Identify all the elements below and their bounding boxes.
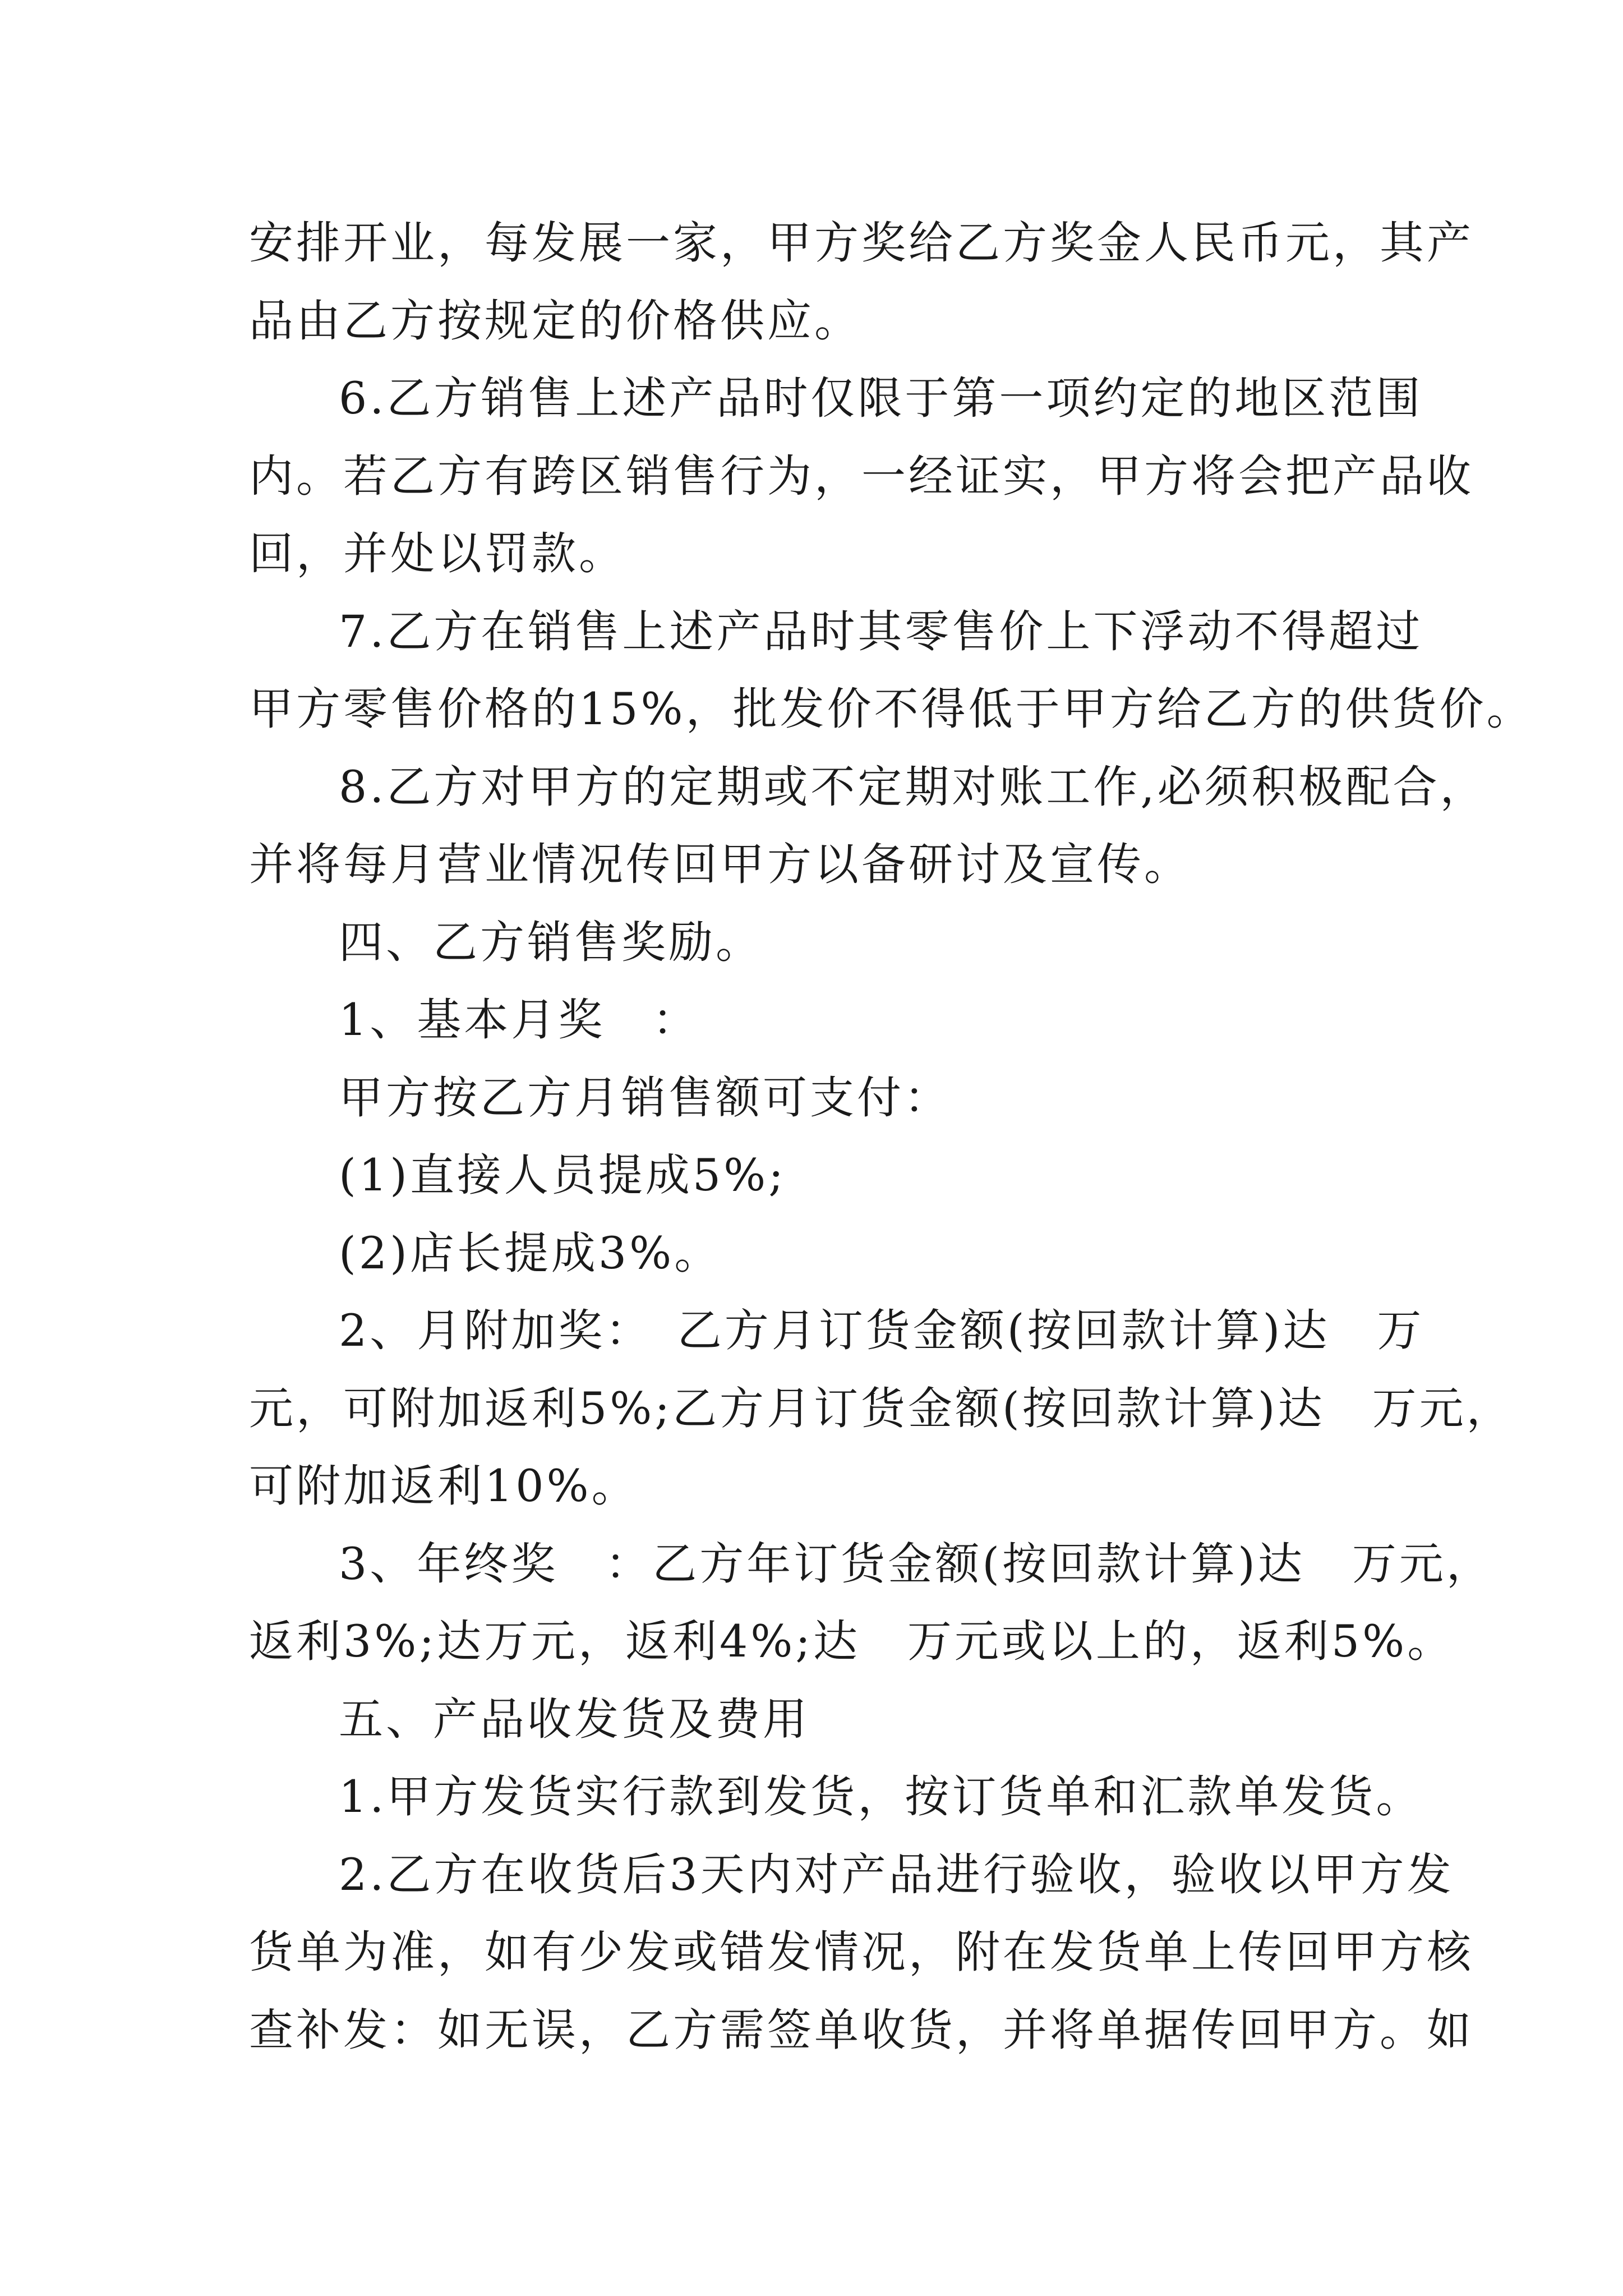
text-line: 2.乙方在收货后3天内对产品进行验收，验收以甲方发 xyxy=(339,1848,1454,1901)
text-line: 四、乙方销售奖励。 xyxy=(339,916,763,968)
text-line: 7.乙方在销售上述产品时其零售价上下浮动不得超过 xyxy=(339,605,1423,657)
document-body xyxy=(249,204,1534,2069)
text-line: 可附加返利10%。 xyxy=(249,1460,639,1512)
text-line: 3、年终奖 ：乙方年订货金额(按回款计算)达 万元， xyxy=(339,1538,1493,1590)
text-line: 1.甲方发货实行款到发货，按订货单和汇款单发货。 xyxy=(339,1771,1423,1823)
text-line: 五、产品收发货及费用 xyxy=(339,1693,810,1745)
text-line: 回，并处以罚款。 xyxy=(249,528,626,579)
text-line: 元，可附加返利5%;乙方月订货金额(按回款计算)达 万元， xyxy=(249,1382,1514,1434)
text-line: 查补发：如无误，乙方需签单收货，并将单据传回甲方。如 xyxy=(249,2004,1474,2056)
text-line: 甲方零售价格的15%，批发价不得低于甲方给乙方的供货价。 xyxy=(249,683,1534,735)
text-line: (2)店长提成3%。 xyxy=(339,1227,722,1279)
text-line: 2、月附加奖： 乙方月订货金额(按回款计算)达 万 xyxy=(339,1305,1424,1356)
text-line: (1)直接人员提成5%; xyxy=(339,1149,786,1201)
text-line: 内。若乙方有跨区销售行为，一经证实，甲方将会把产品收 xyxy=(249,450,1474,502)
text-line: 安排开业，每发展一家，甲方奖给乙方奖金人民币元，其产 xyxy=(249,217,1474,269)
text-line: 6.乙方销售上述产品时仅限于第一项约定的地区范围 xyxy=(339,372,1423,424)
text-line: 1、基本月奖 ： xyxy=(339,994,700,1046)
text-line: 8.乙方对甲方的定期或不定期对账工作,必须积极配合， xyxy=(339,761,1487,813)
text-line: 甲方按乙方月销售额可支付： xyxy=(339,1071,951,1124)
text-line: 返利3%;达万元，返利4%;达 万元或以上的，返利5%。 xyxy=(249,1616,1455,1667)
text-line: 货单为准，如有少发或错发情况，附在发货单上传回甲方核 xyxy=(249,1926,1474,1978)
text-line: 品由乙方按规定的价格供应。 xyxy=(249,295,861,347)
text-line: 并将每月营业情况传回甲方以备研讨及宣传。 xyxy=(249,839,1191,890)
